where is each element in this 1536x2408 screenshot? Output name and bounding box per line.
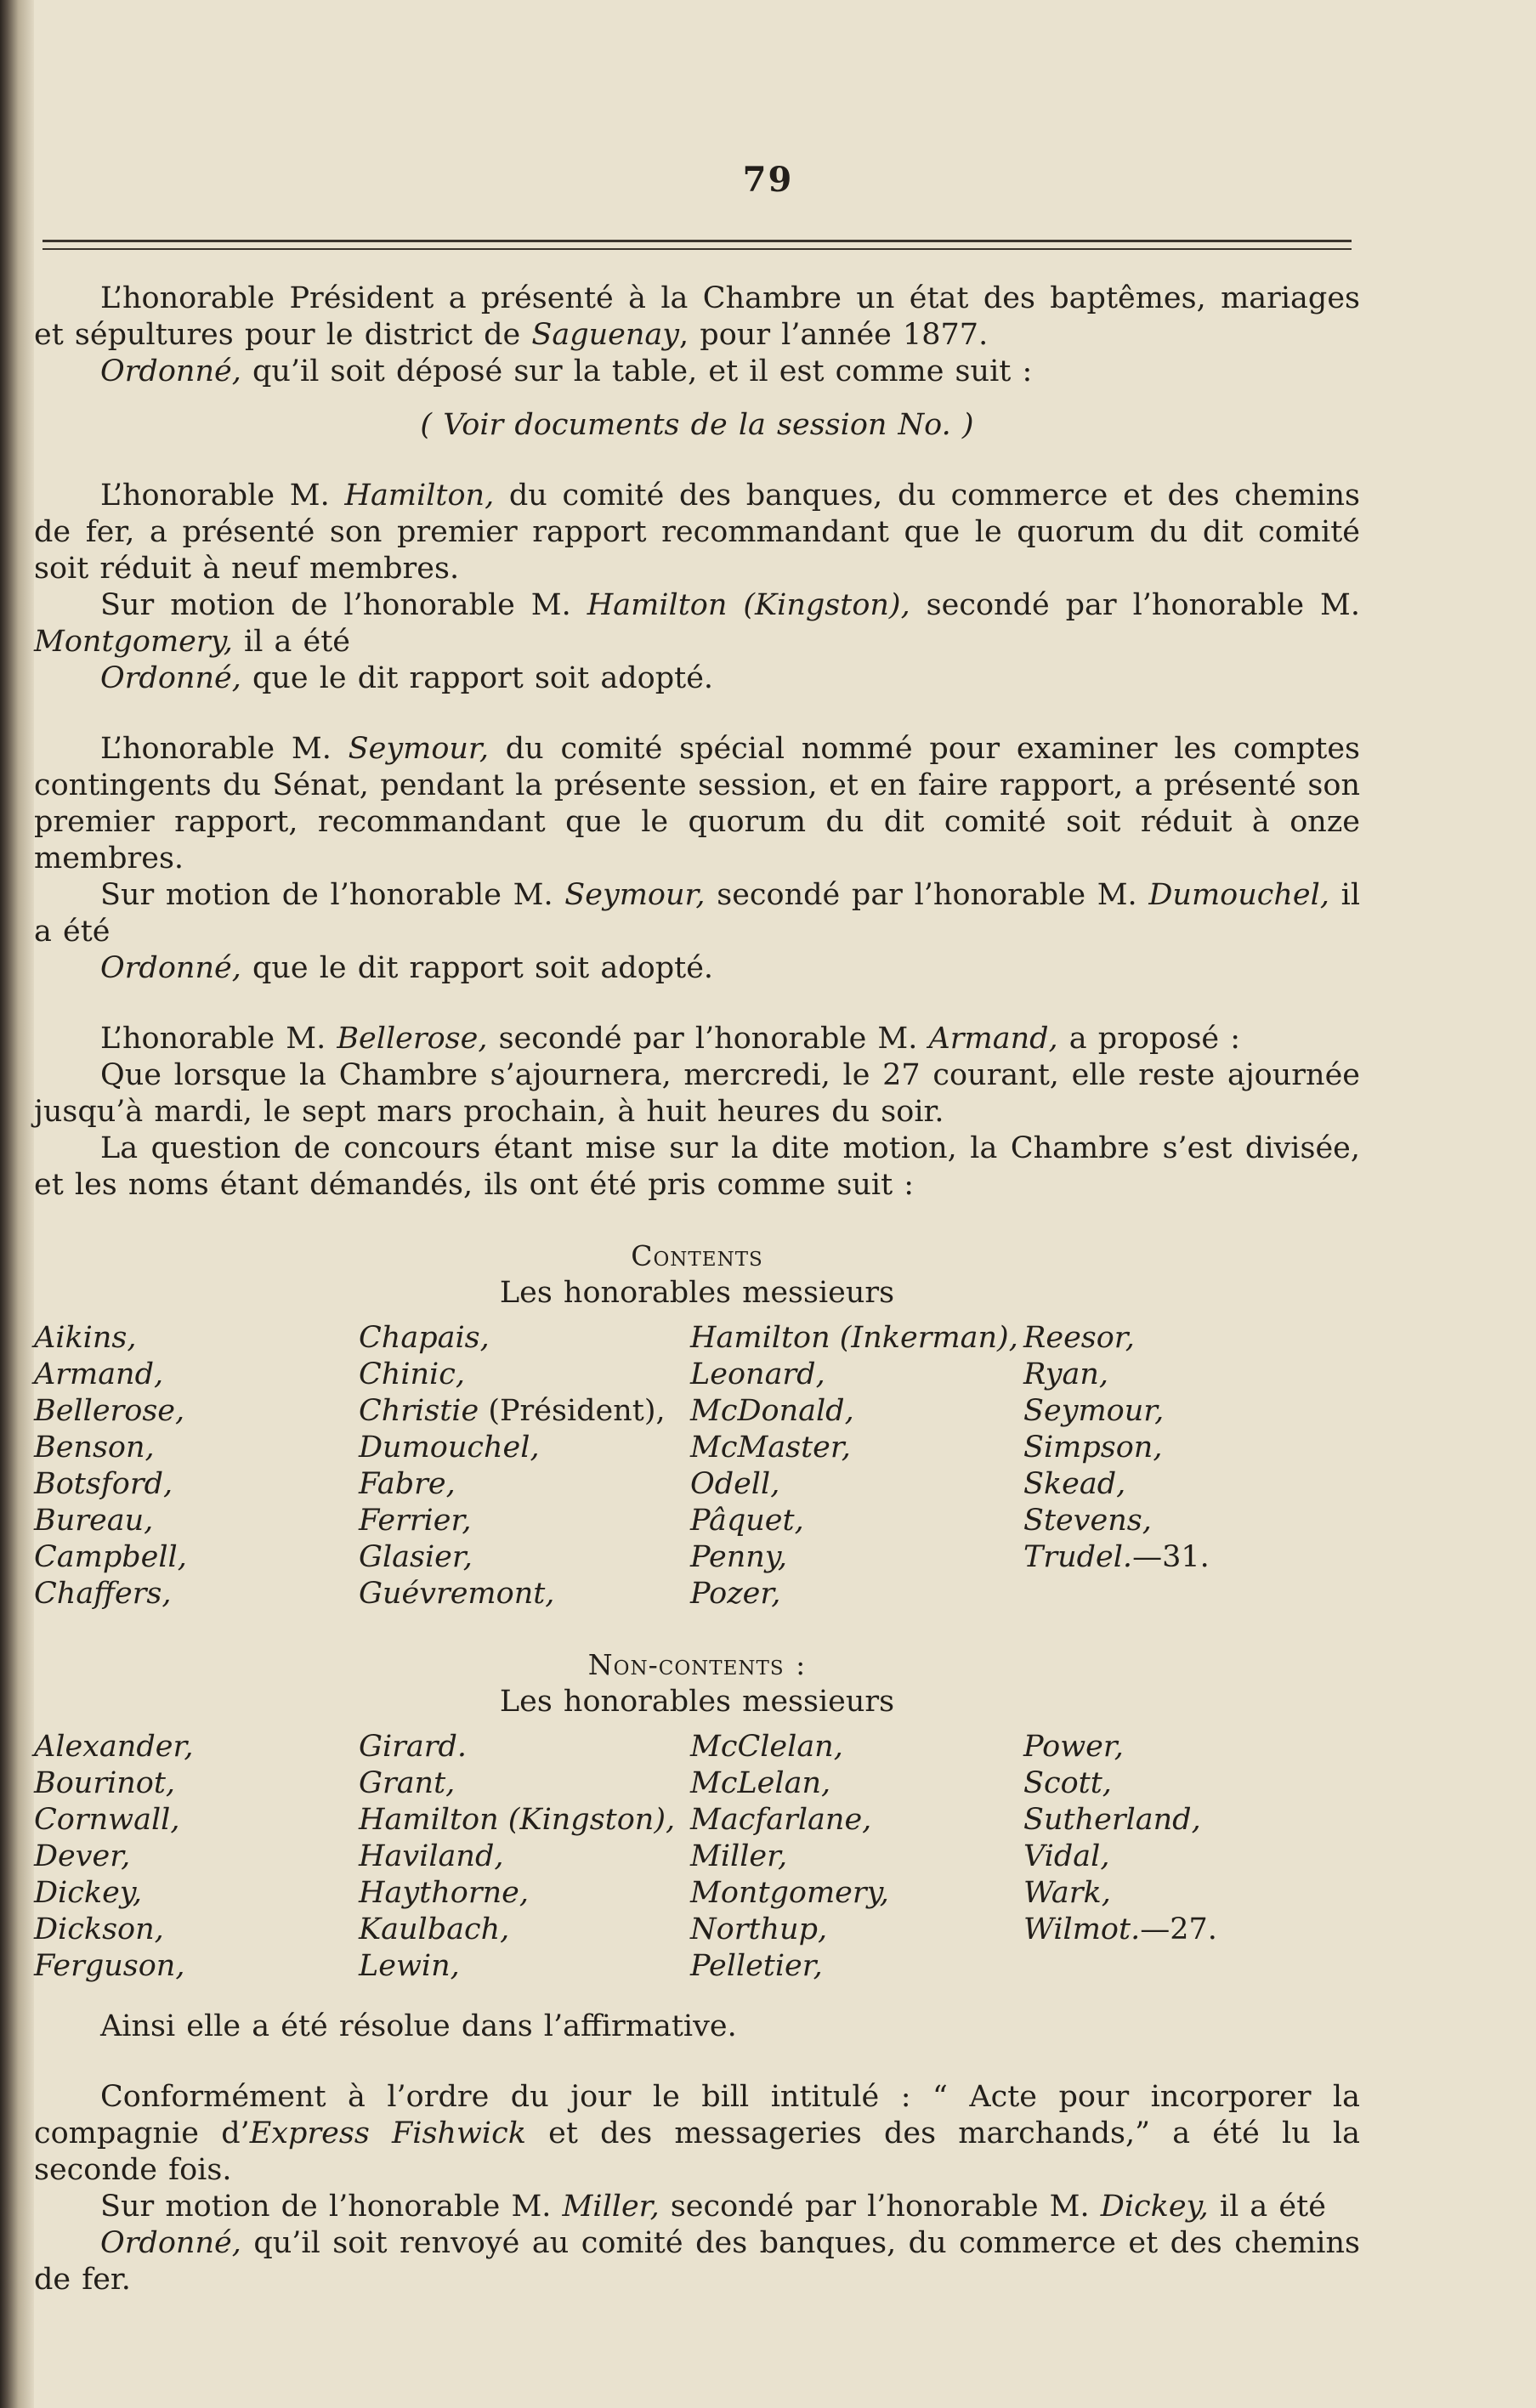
name-entry: Pozer, (690, 1577, 781, 1611)
name-entry: Cornwall, (34, 1803, 180, 1837)
name-entry: Guévremont, (359, 1577, 555, 1611)
name-entry: Glasier, (359, 1540, 473, 1574)
non-contents-col-3 (690, 1729, 1023, 1985)
name-entry: Ferrier, (359, 1504, 472, 1538)
ordonne-line: Ordonné, qu’il soit renvoyé au comité des banques, du commerce et des chemins de fer. (34, 2226, 1360, 2297)
name-entry: Bellerose, (34, 1394, 185, 1428)
name-entry: Chinic, (359, 1357, 465, 1391)
name-entry: Alexander, (34, 1730, 194, 1764)
motion-text: Que lorsque la Chambre s’ajournera, mercredi, le 27 courant, elle reste ajournée jusqu’à mardi, le sept mars prochain, à huit heures du soir. (34, 1058, 1360, 1129)
name-entry: Benson, (34, 1431, 155, 1465)
name-entry: Power, (1023, 1730, 1124, 1764)
name-entry: Vidal, (1023, 1839, 1110, 1873)
motion-seymour: Sur motion de l’honorable M. Seymour, secondé par l’honorable M. Dumouchel, il a été (34, 878, 1361, 949)
name-entry: Haythorne, (359, 1876, 529, 1910)
name-entry: Northup, (690, 1912, 828, 1946)
name-entry: Kaulbach, (359, 1912, 510, 1946)
place-name: Saguenay (531, 318, 680, 352)
name-entry: Bourinot, (34, 1766, 176, 1800)
name-entry: Dumouchel, (359, 1431, 540, 1465)
name-entry: McLelan, (690, 1766, 831, 1800)
name-entry: Scott, (1023, 1766, 1112, 1800)
name-entry: Girard. (359, 1730, 468, 1764)
name-entry: Reesor, (1023, 1321, 1135, 1355)
name-entry: Hamilton (Inkerman), (690, 1321, 1018, 1355)
header-rule-bottom (43, 248, 1352, 250)
name-entry: Chapais, (359, 1321, 490, 1355)
motion-miller: Sur motion de l’honorable M. Miller, secondé par l’honorable M. Dickey, il a été (100, 2190, 1326, 2224)
name-entry: Wilmot.—27. (1023, 1912, 1217, 1946)
president-note: (Président), (479, 1394, 666, 1428)
name-entry: Christie (Président), (359, 1394, 666, 1428)
contents-subheading: Les honorables messieurs (499, 1276, 895, 1310)
contents-col-2 (359, 1320, 690, 1612)
page-body (34, 280, 1360, 2298)
name-entry: Odell, (690, 1467, 780, 1501)
motion-hamilton: Sur motion de l’honorable M. Hamilton (Kingston), secondé par l’honorable M. Montgomery, il a été (34, 588, 1360, 659)
name-entry: Dickson, (34, 1912, 164, 1946)
contents-heading: Contents (631, 1239, 763, 1272)
result-line: Ainsi elle a été résolue dans l’affirmative. (100, 2009, 737, 2043)
name-entry: Sutherland, (1023, 1803, 1201, 1837)
name-entry: Penny, (690, 1540, 788, 1574)
voir-documents: ( Voir documents de la session No. ) (420, 408, 974, 442)
name-entry: Fabre, (359, 1467, 456, 1501)
name-entry: Pâquet, (690, 1504, 804, 1538)
paragraph-bellerose-motion: L’honorable M. Bellerose, secondé par l’honorable M. Armand, a proposé : (100, 1022, 1241, 1056)
non-contents-name-list (34, 1729, 1360, 1985)
non-contents-col-4 (1023, 1729, 1346, 1985)
name-entry: Hamilton (Kingston), (359, 1803, 676, 1837)
paragraph-etat-baptemes: L’honorable Président a présenté à la Chambre un état des baptêmes, mariages et sépultures pour le district de Saguenay, pour l’année 1877. (34, 281, 1360, 352)
contents-col-1 (34, 1320, 359, 1612)
contents-col-4 (1023, 1320, 1346, 1612)
non-contents-heading: Non-contents : (587, 1648, 807, 1681)
name-entry: Ryan, (1023, 1357, 1109, 1391)
name-entry: Pelletier, (690, 1949, 823, 1983)
name-entry: Simpson, (1023, 1431, 1163, 1465)
non-contents-col-2 (359, 1729, 690, 1985)
name-entry: Trudel.—31. (1023, 1540, 1210, 1574)
name-entry: Miller, (690, 1839, 788, 1873)
non-contents-col-1 (34, 1729, 359, 1985)
contents-col-3 (690, 1320, 1023, 1612)
ordonne-line: Ordonné, que le dit rapport soit adopté. (100, 951, 714, 985)
non-contents-subheading: Les honorables messieurs (499, 1685, 895, 1719)
name-entry: Montgomery, (690, 1876, 889, 1910)
name-entry: Ferguson, (34, 1949, 185, 1983)
book-binding-shadow (0, 0, 34, 2408)
name-entry: Stevens, (1023, 1504, 1152, 1538)
header-rule-top (43, 240, 1352, 242)
name-entry: McClelan, (690, 1730, 843, 1764)
vote-total: —31. (1132, 1540, 1210, 1574)
name-entry: Wark, (1023, 1876, 1111, 1910)
ordonne-line: Ordonné, que le dit rapport soit adopté. (100, 661, 714, 695)
name-entry: Dickey, (34, 1876, 143, 1910)
name-entry: Grant, (359, 1766, 456, 1800)
name-entry: Campbell, (34, 1540, 187, 1574)
paragraph-hamilton-rapport: L’honorable M. Hamilton, du comité des banques, du commerce et des chemins de fer, a présenté son premier rapport recommandant que le quorum du dit comité soit réduit à neuf membres. (34, 479, 1361, 586)
name-entry: Bureau, (34, 1504, 154, 1538)
contents-name-list (34, 1320, 1360, 1612)
paragraph-seymour-rapport: L’honorable M. Seymour, du comité spécial nommé pour examiner les comptes contingents du Sénat, pendant la présente session, et en faire rapport, a présenté son premier rapport, recommandant que le quorum du dit comité soit réduit à onze membres. (34, 732, 1361, 875)
paragraph-bill-express: Conformément à l’ordre du jour le bill intitulé : “ Acte pour incorporer la compagnie d’Express Fishwick et des messageries des marchands,” a été lu la seconde fois. (34, 2080, 1360, 2187)
name-entry: Macfarlane, (690, 1803, 872, 1837)
name-entry: Aikins, (34, 1321, 137, 1355)
question-text: La question de concours étant mise sur la dite motion, la Chambre s’est divisée, et les noms étant démandés, ils ont été pris comme suit : (34, 1131, 1360, 1202)
vote-total: —27. (1140, 1912, 1217, 1946)
name-entry: McMaster, (690, 1431, 851, 1465)
name-entry: Seymour, (1023, 1394, 1165, 1428)
name-entry: Dever, (34, 1839, 131, 1873)
name-entry: Haviland, (359, 1839, 504, 1873)
name-entry: Chaffers, (34, 1577, 172, 1611)
name-entry: Botsford, (34, 1467, 173, 1501)
name-entry: Leonard, (690, 1357, 825, 1391)
name-entry: Lewin, (359, 1949, 460, 1983)
page-number: 79 (742, 160, 794, 200)
name-entry: Armand, (34, 1357, 164, 1391)
ordonne-line: Ordonné, qu’il soit déposé sur la table, et il est comme suit : (100, 354, 1033, 388)
name-entry: Skead, (1023, 1467, 1126, 1501)
name-entry: McDonald, (690, 1394, 854, 1428)
